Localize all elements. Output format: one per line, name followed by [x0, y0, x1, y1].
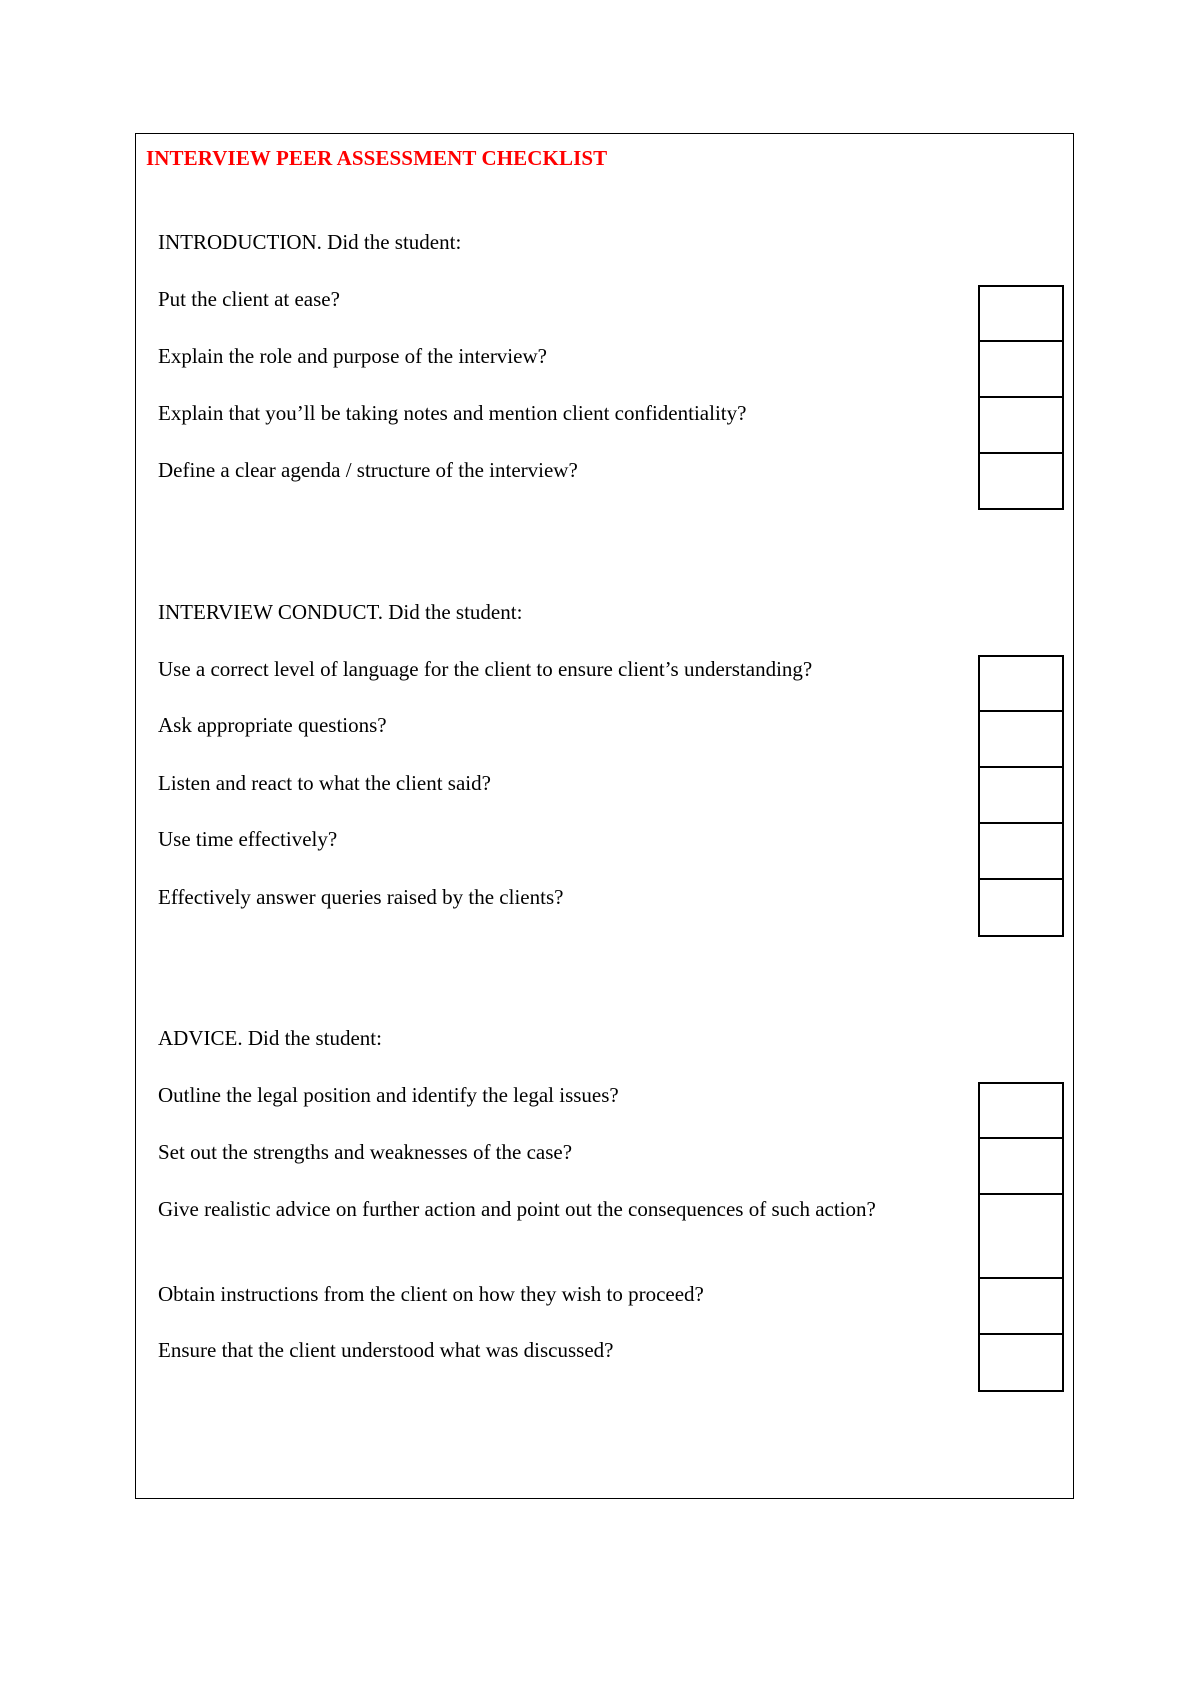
checklist-title: INTERVIEW PEER ASSESSMENT CHECKLIST	[146, 146, 608, 170]
question-explain-role: Explain the role and purpose of the interview?	[158, 344, 547, 368]
question-listen-react: Listen and react to what the client said?	[158, 771, 491, 795]
checkbox-ask-questions[interactable]	[978, 711, 1064, 768]
question-strengths-weaknesses: Set out the strengths and weaknesses of the case?	[158, 1140, 573, 1164]
checkbox-legal-position[interactable]	[978, 1082, 1064, 1139]
question-legal-position: Outline the legal position and identify the legal issues?	[158, 1083, 619, 1107]
checkbox-listen-react[interactable]	[978, 767, 1064, 824]
section-heading-introduction: INTRODUCTION. Did the student:	[158, 230, 462, 254]
question-answer-queries: Effectively answer queries raised by the clients?	[158, 885, 564, 909]
question-level-of-language: Use a correct level of language for the client to ensure client’s understanding?	[158, 657, 813, 681]
checkbox-realistic-advice[interactable]	[978, 1194, 1064, 1279]
checkbox-answer-queries[interactable]	[978, 879, 1064, 937]
question-obtain-instructions: Obtain instructions from the client on how they wish to proceed?	[158, 1282, 704, 1306]
question-use-time: Use time effectively?	[158, 827, 338, 851]
checkbox-strengths-weaknesses[interactable]	[978, 1138, 1064, 1195]
checkbox-obtain-instructions[interactable]	[978, 1278, 1064, 1335]
question-taking-notes: Explain that you’ll be taking notes and mention client confidentiality?	[158, 401, 747, 425]
question-client-understood: Ensure that the client understood what was discussed?	[158, 1338, 614, 1362]
checkbox-taking-notes[interactable]	[978, 397, 1064, 454]
checkbox-use-time[interactable]	[978, 823, 1064, 880]
checkbox-put-client-at-ease[interactable]	[978, 285, 1064, 342]
question-put-client-at-ease: Put the client at ease?	[158, 287, 340, 311]
checkbox-client-understood[interactable]	[978, 1334, 1064, 1392]
checkbox-level-of-language[interactable]	[978, 655, 1064, 712]
checkbox-explain-role[interactable]	[978, 341, 1064, 398]
section-heading-advice: ADVICE. Did the student:	[158, 1026, 382, 1050]
question-realistic-advice: Give realistic advice on further action and point out the consequences of such action?	[158, 1197, 876, 1221]
checkbox-define-agenda[interactable]	[978, 453, 1064, 510]
section-heading-interview-conduct: INTERVIEW CONDUCT. Did the student:	[158, 600, 523, 624]
question-ask-questions: Ask appropriate questions?	[158, 713, 387, 737]
question-define-agenda: Define a clear agenda / structure of the interview?	[158, 458, 578, 482]
